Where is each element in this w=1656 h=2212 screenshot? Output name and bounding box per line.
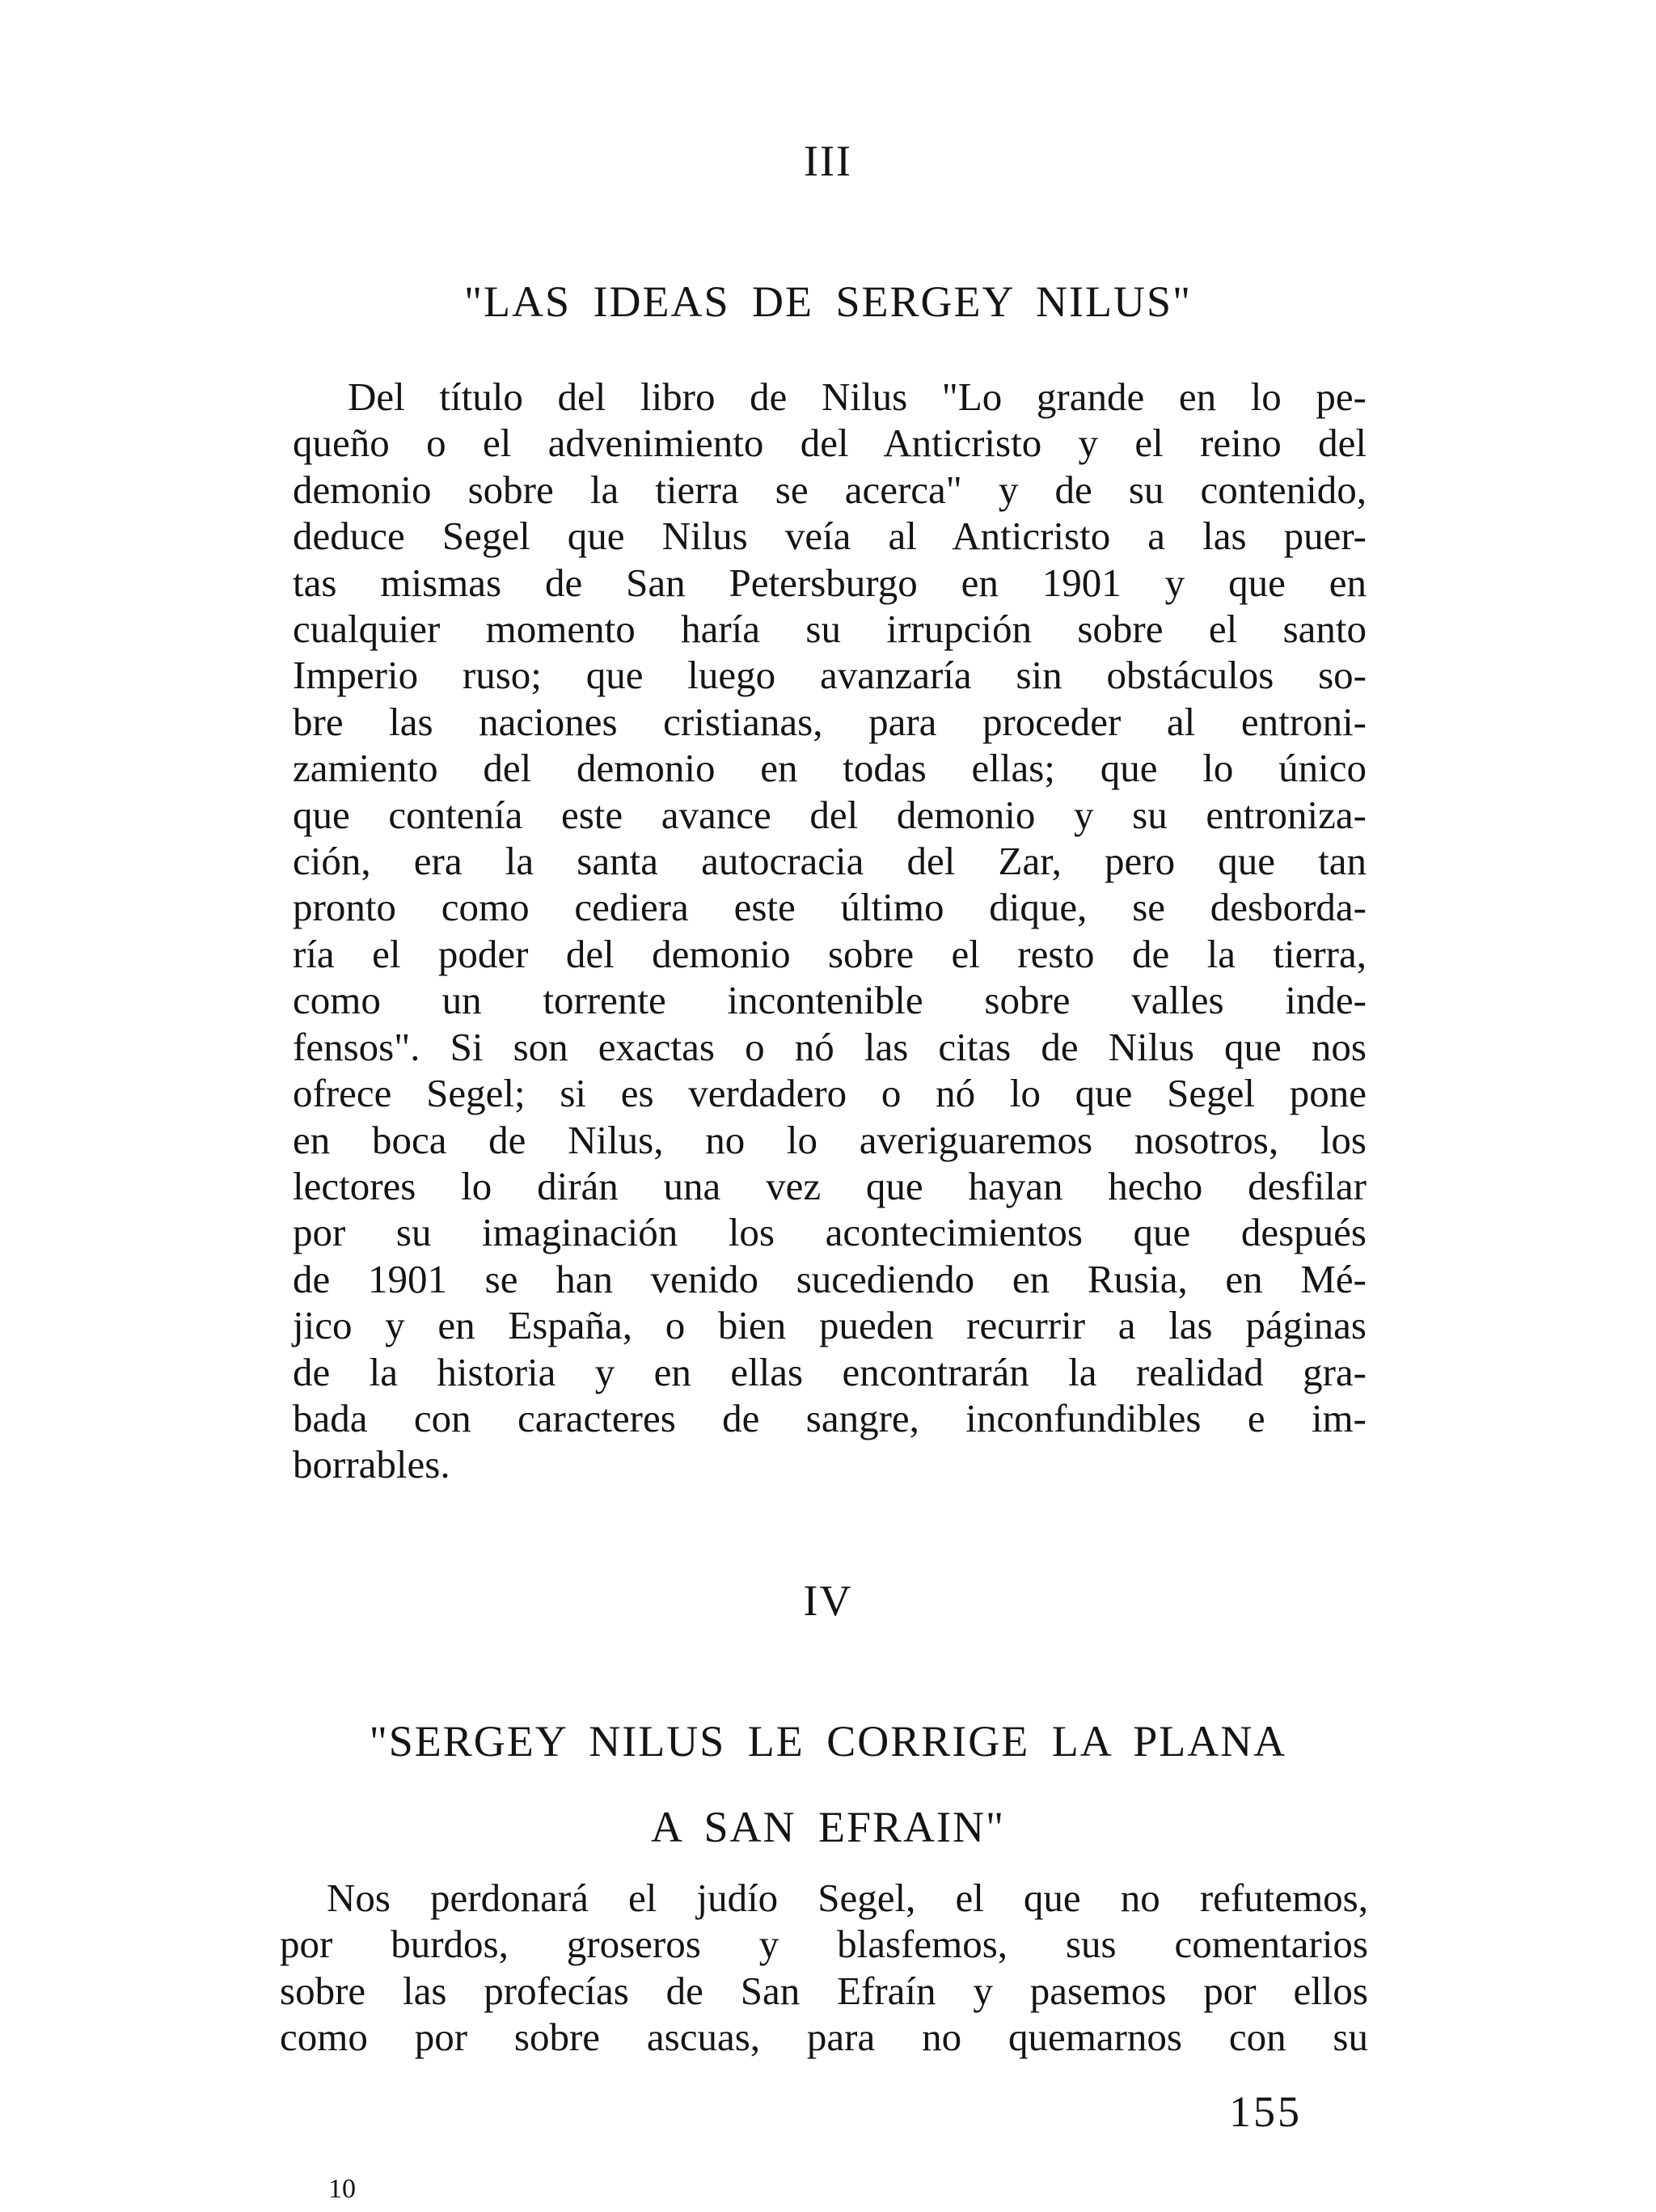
- text-line: por su imaginación los acontecimientos que después: [293, 1210, 1367, 1255]
- text-line: demonio sobre la tierra se acerca" y de su contenido,: [293, 467, 1367, 512]
- text-line: ción, era la santa autocracia del Zar, pero que tan: [293, 839, 1367, 884]
- text-line: Imperio ruso; que luego avanzaría sin obstáculos so-: [293, 653, 1367, 698]
- paragraph-section-four: [280, 1875, 1368, 2061]
- text-line: de 1901 se han venido sucediendo en Rusia, en Mé-: [293, 1256, 1367, 1301]
- text-line: pronto como cediera este último dique, se desborda-: [293, 885, 1367, 930]
- signature-mark: 10: [328, 2174, 356, 2204]
- text-line: lectores lo dirán una vez que hayan hecho desfilar: [293, 1163, 1367, 1208]
- text-line: por burdos, groseros y blasfemos, sus comentarios: [280, 1922, 1368, 1967]
- section-number-four: IV: [803, 1576, 853, 1625]
- text-line: zamiento del demonio en todas ellas; que lo único: [293, 746, 1367, 791]
- text-line: sobre las profecías de San Efraín y pasemos por ellos: [280, 1968, 1368, 2013]
- text-line: jico y en España, o bien pueden recurrir a las páginas: [293, 1303, 1367, 1348]
- text-line: tas mismas de San Petersburgo en 1901 y que en: [293, 560, 1367, 605]
- text-line: fensos". Si son exactas o nó las citas de Nilus que nos: [293, 1024, 1367, 1069]
- text-line: bada con caracteres de sangre, inconfundibles e im-: [293, 1395, 1367, 1440]
- page-number: 155: [1229, 2087, 1302, 2136]
- text-line: de la historia y en ellas encontrarán la realidad gra-: [293, 1349, 1367, 1394]
- text-line: Nos perdonará el judío Segel, el que no refutemos,: [327, 1876, 1368, 1920]
- section-number-three: III: [804, 137, 852, 185]
- text-line: ofrece Segel; si es verdadero o nó lo que Segel pone: [293, 1071, 1367, 1116]
- section-title-four-line-1: "SERGEY NILUS LE CORRIGE LA PLANA: [369, 1717, 1287, 1766]
- text-line: queño o el advenimiento del Anticristo y el reino del: [293, 421, 1367, 466]
- text-line: borrables.: [293, 1442, 450, 1487]
- text-line: como por sobre ascuas, para no quemarnos con su: [280, 2015, 1368, 2060]
- paragraph-section-three: [293, 374, 1367, 1488]
- text-line: Del título del libro de Nilus "Lo grande en lo pe-: [348, 374, 1367, 419]
- section-title-four-line-2: A SAN EFRAIN": [650, 1803, 1006, 1851]
- section-title-three: "LAS IDEAS DE SERGEY NILUS": [463, 277, 1193, 326]
- text-line: ría el poder del demonio sobre el resto de la tierra,: [293, 931, 1367, 976]
- text-line: cualquier momento haría su irrupción sobre el santo: [293, 607, 1367, 652]
- text-line: como un torrente incontenible sobre valles inde-: [293, 978, 1367, 1023]
- text-line: en boca de Nilus, no lo averiguaremos nosotros, los: [293, 1117, 1367, 1162]
- text-line: que contenía este avance del demonio y su entroniza-: [293, 792, 1367, 837]
- text-line: bre las naciones cristianas, para proceder al entroni-: [293, 699, 1367, 744]
- text-line: deduce Segel que Nilus veía al Anticristo a las puer-: [293, 514, 1367, 559]
